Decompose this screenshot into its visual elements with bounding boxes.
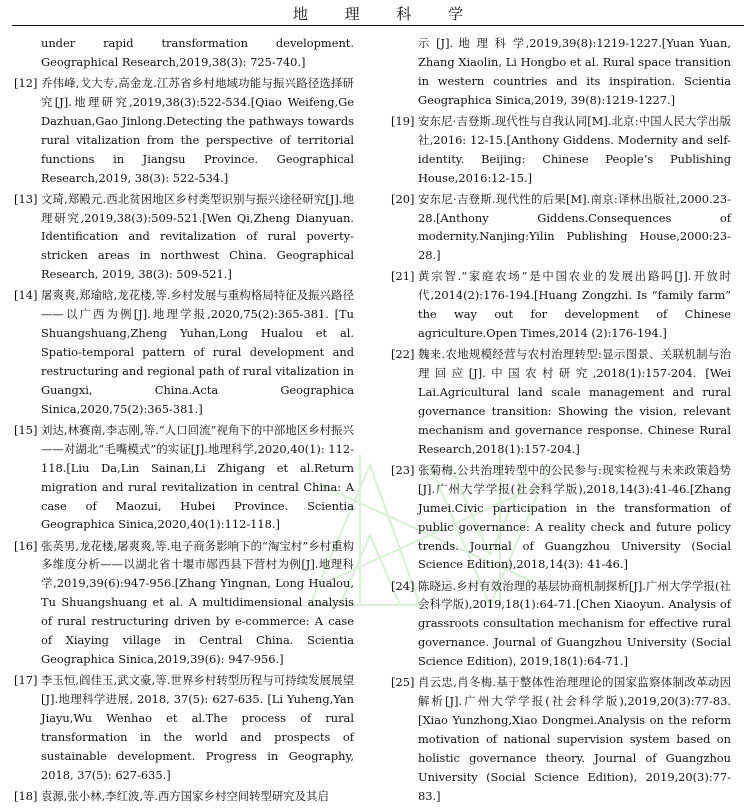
reference-item — [14, 421, 354, 534]
reference-number: [15] — [14, 422, 38, 437]
left-column — [14, 34, 354, 808]
reference-text: 刘达,林赛南,李志刚,等.“人口回流”视角下的中部地区乡村振兴——对湖北“毛嘴模式”的实证[J].地理科学,2020,40(1): 112-118.[Liu Da,Lin Sainan,Li Zhigang et al.Return migration and rural revitalization in central China: A case of Maozui, Hubei Province. Scientia Geographica Sinica,2020,40(1):112-118.] — [41, 422, 354, 532]
reference-item — [391, 112, 731, 188]
reference-text: 乔伟峰,戈大专,高金龙.江苏省乡村地域功能与振兴路径选择研究[J].地理研究,2019,38(3):522-534.[Qiao Weifeng,Ge Dazhuan,Gao Jinlong.Detecting the pathways towards rural vitalization from the perspective of territorial functions in Jiangsu Province. Geographical Research,2019, 38(3): 522-534.] — [41, 76, 354, 185]
header-rule — [12, 25, 744, 26]
reference-item — [391, 345, 731, 458]
reference-item — [14, 74, 354, 187]
reference-number: [20] — [391, 191, 415, 206]
reference-item — [391, 190, 731, 266]
reference-text: 黄宗智.“家庭农场”是中国农业的发展出路吗[J].开放时代,2014(2):176-194.[Huang Zongzhi. Is “family farm” the way out for development of Chinese agriculture.Open Times,2014 (2):176-194.] — [418, 269, 731, 341]
reference-number: [22] — [391, 347, 415, 362]
reference-text: 安东尼·吉登斯.现代性与自我认同[M].北京:中国人民大学出版社,2016: 12-15.[Anthony Giddens. Modernity and self-identity. Beijing: Chinese People’s Publishing House,2016:12-15.] — [418, 113, 731, 185]
reference-continuation: 示 [J]. 地 理 科 学,2019,39(8):1219-1227.[Yuan Yuan, Zhang Xiaolin, Li Hongbo et al. Rural space transition in western countries and its inspiration. Scientia Geographica Sinica,2019, 39(8):1219-1227.] — [418, 36, 731, 107]
reference-item — [14, 671, 354, 784]
reference-text: 陈晓运.乡村有效治理的基层协商机制探析[J].广州大学学报(社会科学版),2019,18(1):64-71.[Chen Xiaoyun. Analysis of grassroots consultation mechanism for effective rural governance. Journal of Guangzhou University (Social Science Edition), 2019,18(1):64-71.] — [418, 578, 731, 669]
reference-number: [13] — [14, 191, 38, 206]
reference-number: [14] — [14, 288, 38, 303]
reference-text: 屠爽爽,郑瑜晗,龙花楼,等.乡村发展与重构格局特征及振兴路径——以广西为例[J].地理学报,2020,75(2):365-381. [Tu Shuangshuang,Zheng Yuhan,Long Hualou et al. Spatio-temporal pattern of rural development and restructuring and regional path of rural vitalization in Guangxi, China.Acta Geographica Sinica,2020,75(2):365-381.] — [41, 288, 354, 416]
reference-item — [14, 190, 354, 285]
reference-text: 李玉恒,阎佳玉,武文豪,等.世界乡村转型历程与可持续发展展望[J].地理科学进展, 2018, 37(5): 627-635. [Li Yuheng,Yan Jiayu,Wu Wenhao et al.The process of rural transformation in the world and prospects of sustainable development. Progress in Geography, 2018, 37(5): 627-635.] — [41, 673, 354, 782]
reference-number: [21] — [391, 269, 415, 284]
reference-number: [24] — [391, 578, 415, 593]
running-header — [0, 0, 756, 28]
reference-item — [391, 461, 731, 574]
right-column — [391, 34, 731, 808]
journal-title: 地 理 科 学 — [292, 5, 480, 23]
reference-item — [391, 673, 731, 805]
reference-number: [19] — [391, 113, 415, 128]
reference-item — [391, 577, 731, 672]
reference-item — [14, 286, 354, 418]
reference-text: 张英男,龙花楼,屠爽爽,等.电子商务影响下的“淘宝村”乡村重构多维度分析——以湖北省十堰市郧西县下营村为例[J].地理科学,2019,39(6):947-956.[Zhang Yingnan, Long Hualou, Tu Shuangshuang et al. A multidimensional analysis of rural restructuring driven by e-commerce: A case of Xiaying village in Central China. Scientia Geographica Sinica,2019,39(6): 947-956.] — [41, 538, 354, 666]
reference-text: 文琦,郑殿元.西北贫困地区乡村类型识别与振兴途径研究[J].地理研究,2019,38(3):509-521.[Wen Qi,Zheng Dianyuan. Identification and revitalization of rural poverty-stricken areas in northwest China. Geographical Research, 2019, 38(3): 509-521.] — [41, 191, 354, 282]
reference-number: [17] — [14, 673, 38, 688]
reference-number: [25] — [391, 675, 415, 690]
reference-number: [16] — [14, 538, 38, 553]
reference-continuation: under rapid transformation development. Geographical Research,2019,38(3): 725-740.] — [41, 36, 354, 69]
reference-text: 肖云忠,肖冬梅.基于整体性治理理论的国家监察体制改革动因解析[J].广州大学学报(社会科学版),2019,20(3):77-83. [Xiao Yunzhong,Xiao Dongmei.Analysis on the reform motivation of national supervision system based on holistic governance theory. Journal of Guangzhou University (Social Science Edition), 2019,20(3):77-83.] — [418, 675, 731, 803]
reference-number: [18] — [14, 788, 38, 803]
reference-number: [23] — [391, 462, 415, 477]
reference-number: [12] — [14, 76, 38, 90]
reference-item — [391, 267, 731, 343]
reference-item — [14, 537, 354, 669]
reference-text: 袁源,张小林,李红波,等.西方国家乡村空间转型研究及其启 — [41, 788, 329, 803]
reference-item — [14, 787, 354, 806]
reference-text: 魏来.农地规模经营与农村治理转型:显示图景、关联机制与治理回应[J].中国农村研究,2018(1):157-204. [Wei Lai.Agricultural land scale management and rural governance transition: Showing the vision, relevant mechanism and governance response. Chinese Rural Research,2018(1):157-204.] — [418, 347, 731, 456]
reference-text: 张菊梅.公共治理转型中的公民参与:现实检视与未来政策趋势[J].广州大学学报(社会科学版),2018,14(3):41-46.[Zhang Jumei.Civic participation in the transformation of public governance: A reality check and future policy trends. Journal of Guangzhou University (Social Science Edition),2018,14(3): 41-46.] — [418, 462, 731, 572]
reference-text: 安东尼·吉登斯.现代性的后果[M].南京:译林出版社,2000.23-28.[Anthony Giddens.Consequences of modernity.Nanjing:Yilin Publishing House,2000:23-28.] — [418, 191, 731, 263]
